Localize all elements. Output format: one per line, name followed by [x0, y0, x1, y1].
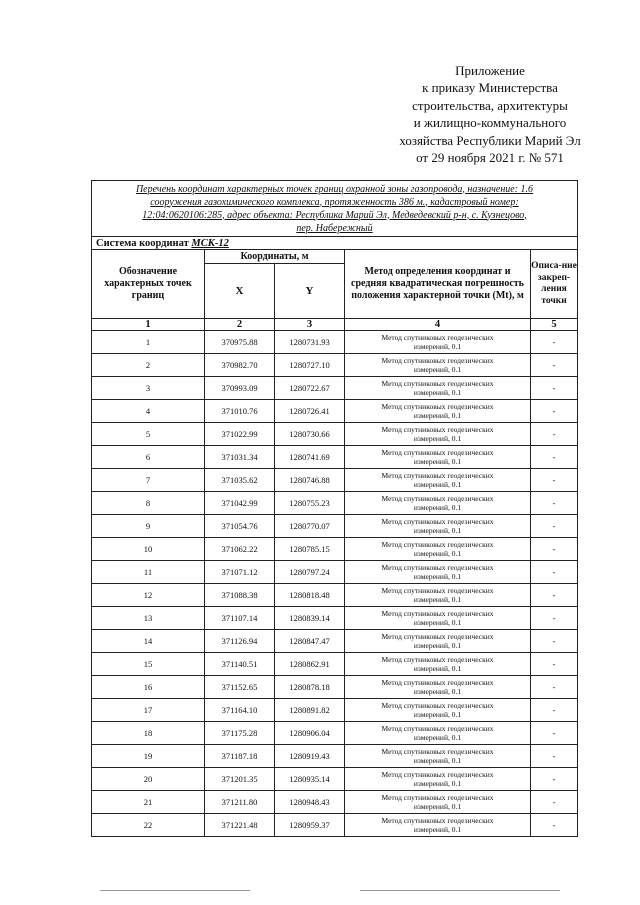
method-text: Метод спутниковых геодезических	[381, 539, 494, 549]
method-cell	[345, 607, 531, 630]
table-row	[92, 423, 578, 446]
table-row	[92, 676, 578, 699]
point-number: 6	[92, 446, 205, 469]
method-text: Метод спутниковых геодезических	[381, 401, 494, 411]
table-row	[92, 400, 578, 423]
method-cell	[345, 676, 531, 699]
method-accuracy: измерений, 0.1	[413, 365, 462, 374]
method-accuracy: измерений, 0.1	[413, 411, 462, 420]
table-row	[92, 814, 578, 837]
table-row	[92, 446, 578, 469]
coord-x: 371126.94	[205, 630, 275, 653]
table-row	[92, 745, 578, 768]
method-cell	[345, 653, 531, 676]
point-number: 15	[92, 653, 205, 676]
coord-x: 371201.35	[205, 768, 275, 791]
coord-y: 1280878.18	[275, 676, 345, 699]
method-text: Метод спутниковых геодезических	[381, 654, 494, 664]
method-cell	[345, 423, 531, 446]
coord-x: 371062.22	[205, 538, 275, 561]
method-cell	[345, 791, 531, 814]
coordinate-system-value: МСК-12	[191, 237, 229, 249]
coord-x: 371035.62	[205, 469, 275, 492]
coord-y: 1280847.47	[275, 630, 345, 653]
coord-x: 371107.14	[205, 607, 275, 630]
table-row	[92, 331, 578, 354]
method-text: Метод спутниковых геодезических	[381, 378, 494, 388]
method-text: Метод спутниковых геодезических	[381, 493, 494, 503]
table-row	[92, 768, 578, 791]
method-cell	[345, 377, 531, 400]
coord-x: 371071.12	[205, 561, 275, 584]
method-accuracy: измерений, 0.1	[413, 641, 462, 650]
coord-x: 371010.76	[205, 400, 275, 423]
point-number: 19	[92, 745, 205, 768]
description-cell: -	[531, 469, 578, 492]
table-row	[92, 699, 578, 722]
point-number: 14	[92, 630, 205, 653]
description-cell: -	[531, 630, 578, 653]
method-accuracy: измерений, 0.1	[413, 480, 462, 489]
method-accuracy: измерений, 0.1	[413, 664, 462, 673]
point-number: 12	[92, 584, 205, 607]
table-row	[92, 791, 578, 814]
header-coordinates: Координаты, м	[205, 250, 345, 264]
description-cell: -	[531, 331, 578, 354]
coord-y: 1280919.43	[275, 745, 345, 768]
coord-x: 370982.70	[205, 354, 275, 377]
method-accuracy: измерений, 0.1	[413, 342, 462, 351]
method-text: Метод спутниковых геодезических	[381, 585, 494, 595]
method-cell	[345, 561, 531, 584]
method-text: Метод спутниковых геодезических	[381, 769, 494, 779]
coord-y: 1280741.69	[275, 446, 345, 469]
point-number: 2	[92, 354, 205, 377]
point-number: 22	[92, 814, 205, 837]
table-row	[92, 492, 578, 515]
point-number: 10	[92, 538, 205, 561]
coord-x: 371175.28	[205, 722, 275, 745]
description-cell: -	[531, 584, 578, 607]
coord-y: 1280726.41	[275, 400, 345, 423]
coord-x: 371088.38	[205, 584, 275, 607]
caption-line-4: пер. Набережный	[296, 222, 373, 234]
method-text: Метод спутниковых геодезических	[381, 332, 494, 342]
description-cell: -	[531, 699, 578, 722]
table-row	[92, 722, 578, 745]
coord-y: 1280862.91	[275, 653, 345, 676]
method-cell	[345, 515, 531, 538]
header-x: X	[205, 264, 275, 319]
description-cell: -	[531, 538, 578, 561]
coord-y: 1280770.07	[275, 515, 345, 538]
table-row	[92, 630, 578, 653]
point-number: 8	[92, 492, 205, 515]
coord-y: 1280730.66	[275, 423, 345, 446]
column-number-3: 3	[275, 319, 345, 331]
document-header	[360, 62, 620, 166]
coord-y: 1280755.23	[275, 492, 345, 515]
header-line-2: к приказу Министерства	[422, 80, 558, 96]
description-cell: -	[531, 814, 578, 837]
point-number: 21	[92, 791, 205, 814]
method-accuracy: измерений, 0.1	[413, 710, 462, 719]
method-accuracy: измерений, 0.1	[413, 802, 462, 811]
coord-y: 1280839.14	[275, 607, 345, 630]
method-cell	[345, 768, 531, 791]
method-cell	[345, 584, 531, 607]
coord-x: 371022.99	[205, 423, 275, 446]
scan-artifact-line	[360, 890, 560, 891]
coord-x: 371042.99	[205, 492, 275, 515]
method-accuracy: измерений, 0.1	[413, 733, 462, 742]
description-cell: -	[531, 722, 578, 745]
point-number: 4	[92, 400, 205, 423]
scan-artifact-line	[100, 890, 250, 891]
method-accuracy: измерений, 0.1	[413, 595, 462, 604]
method-text: Метод спутниковых геодезических	[381, 792, 494, 802]
point-number: 5	[92, 423, 205, 446]
header-y: Y	[275, 264, 345, 319]
point-number: 9	[92, 515, 205, 538]
header-line-3: строительства, архитектуры	[412, 97, 568, 113]
coord-x: 370975.88	[205, 331, 275, 354]
description-cell: -	[531, 745, 578, 768]
column-number-2: 2	[205, 319, 275, 331]
coord-y: 1280948.43	[275, 791, 345, 814]
method-cell	[345, 745, 531, 768]
description-cell: -	[531, 607, 578, 630]
method-accuracy: измерений, 0.1	[413, 618, 462, 627]
coord-y: 1280818.48	[275, 584, 345, 607]
method-accuracy: измерений, 0.1	[413, 779, 462, 788]
method-accuracy: измерений, 0.1	[413, 457, 462, 466]
caption-line-3: 12:04:0620106:285, адрес объекта: Республика Марий Эл, Медведевский р-н, с. Кузнецово,	[142, 209, 527, 221]
coord-y: 1280797.24	[275, 561, 345, 584]
method-text: Метод спутниковых геодезических	[381, 562, 494, 572]
coord-x: 371187.18	[205, 745, 275, 768]
method-text: Метод спутниковых геодезических	[381, 815, 494, 825]
method-accuracy: измерений, 0.1	[413, 503, 462, 512]
table-row	[92, 584, 578, 607]
description-cell: -	[531, 676, 578, 699]
coord-y: 1280959.37	[275, 814, 345, 837]
method-text: Метод спутниковых геодезических	[381, 470, 494, 480]
method-text: Метод спутниковых геодезических	[381, 424, 494, 434]
coordinate-system	[92, 237, 578, 250]
description-cell: -	[531, 561, 578, 584]
coord-x: 370993.09	[205, 377, 275, 400]
method-accuracy: измерений, 0.1	[413, 687, 462, 696]
point-number: 16	[92, 676, 205, 699]
coord-y: 1280746.88	[275, 469, 345, 492]
method-cell	[345, 722, 531, 745]
header-line-4: и жилищно-коммунального	[413, 115, 567, 131]
description-cell: -	[531, 400, 578, 423]
column-number-4: 4	[345, 319, 531, 331]
method-cell	[345, 699, 531, 722]
point-number: 17	[92, 699, 205, 722]
method-cell	[345, 469, 531, 492]
description-cell: -	[531, 492, 578, 515]
method-text: Метод спутниковых геодезических	[381, 677, 494, 687]
method-cell	[345, 400, 531, 423]
method-cell	[345, 354, 531, 377]
description-cell: -	[531, 354, 578, 377]
method-accuracy: измерений, 0.1	[413, 434, 462, 443]
coord-y: 1280785.15	[275, 538, 345, 561]
coord-x: 371211.80	[205, 791, 275, 814]
table-row	[92, 469, 578, 492]
coord-y: 1280891.82	[275, 699, 345, 722]
point-number: 1	[92, 331, 205, 354]
caption-line-1: Перечень координат характерных точек границ охранной зоны газопровода, назначение: 1.6	[135, 183, 534, 195]
description-cell: -	[531, 768, 578, 791]
column-number-1: 1	[92, 319, 205, 331]
header-method: Метод определения координат и средняя квадратическая погрешность положения характерной точки (Mt), м	[345, 250, 531, 319]
coord-x: 371221.48	[205, 814, 275, 837]
table-row	[92, 561, 578, 584]
coord-y: 1280731.93	[275, 331, 345, 354]
point-number: 18	[92, 722, 205, 745]
coord-y: 1280935.14	[275, 768, 345, 791]
header-line-6: от 29 ноября 2021 г. № 571	[416, 150, 564, 166]
point-number: 11	[92, 561, 205, 584]
point-number: 20	[92, 768, 205, 791]
description-cell: -	[531, 515, 578, 538]
coord-x: 371031.34	[205, 446, 275, 469]
coordinate-system-label: Система координат	[96, 237, 189, 249]
table-row	[92, 515, 578, 538]
method-accuracy: измерений, 0.1	[413, 388, 462, 397]
method-text: Метод спутниковых геодезических	[381, 631, 494, 641]
coord-x: 371140.51	[205, 653, 275, 676]
table-row	[92, 538, 578, 561]
description-cell: -	[531, 446, 578, 469]
coordinates-table	[91, 180, 578, 837]
coord-y: 1280722.67	[275, 377, 345, 400]
method-text: Метод спутниковых геодезических	[381, 608, 494, 618]
method-text: Метод спутниковых геодезических	[381, 700, 494, 710]
column-number-5: 5	[531, 319, 578, 331]
method-text: Метод спутниковых геодезических	[381, 746, 494, 756]
table-row	[92, 607, 578, 630]
method-accuracy: измерений, 0.1	[413, 825, 462, 834]
method-text: Метод спутниковых геодезических	[381, 723, 494, 733]
method-accuracy: измерений, 0.1	[413, 756, 462, 765]
coord-y: 1280906.04	[275, 722, 345, 745]
description-cell: -	[531, 423, 578, 446]
table-row	[92, 354, 578, 377]
header-line-1: Приложение	[455, 63, 525, 78]
point-number: 13	[92, 607, 205, 630]
header-line-5: хозяйства Республики Марий Эл	[399, 132, 581, 148]
method-cell	[345, 814, 531, 837]
method-cell	[345, 446, 531, 469]
point-number: 7	[92, 469, 205, 492]
method-text: Метод спутниковых геодезических	[381, 447, 494, 457]
coord-x: 371152.65	[205, 676, 275, 699]
method-accuracy: измерений, 0.1	[413, 572, 462, 581]
method-cell	[345, 331, 531, 354]
coord-y: 1280727.10	[275, 354, 345, 377]
caption-line-2: сооружения газохимического комплекса, протяженность 386 м., кадастровый номер:	[150, 196, 519, 208]
description-cell: -	[531, 653, 578, 676]
coord-x: 371164.10	[205, 699, 275, 722]
method-text: Метод спутниковых геодезических	[381, 355, 494, 365]
table-row	[92, 377, 578, 400]
method-cell	[345, 630, 531, 653]
table-caption	[92, 181, 578, 237]
table-row	[92, 653, 578, 676]
method-cell	[345, 538, 531, 561]
method-accuracy: измерений, 0.1	[413, 526, 462, 535]
method-cell	[345, 492, 531, 515]
method-text: Метод спутниковых геодезических	[381, 516, 494, 526]
point-number: 3	[92, 377, 205, 400]
coord-x: 371054.76	[205, 515, 275, 538]
header-point: Обозначение характерных точек границ	[92, 250, 205, 319]
method-accuracy: измерений, 0.1	[413, 549, 462, 558]
description-cell: -	[531, 791, 578, 814]
header-description: Описа-ние закреп-ления точки	[531, 250, 578, 319]
description-cell: -	[531, 377, 578, 400]
